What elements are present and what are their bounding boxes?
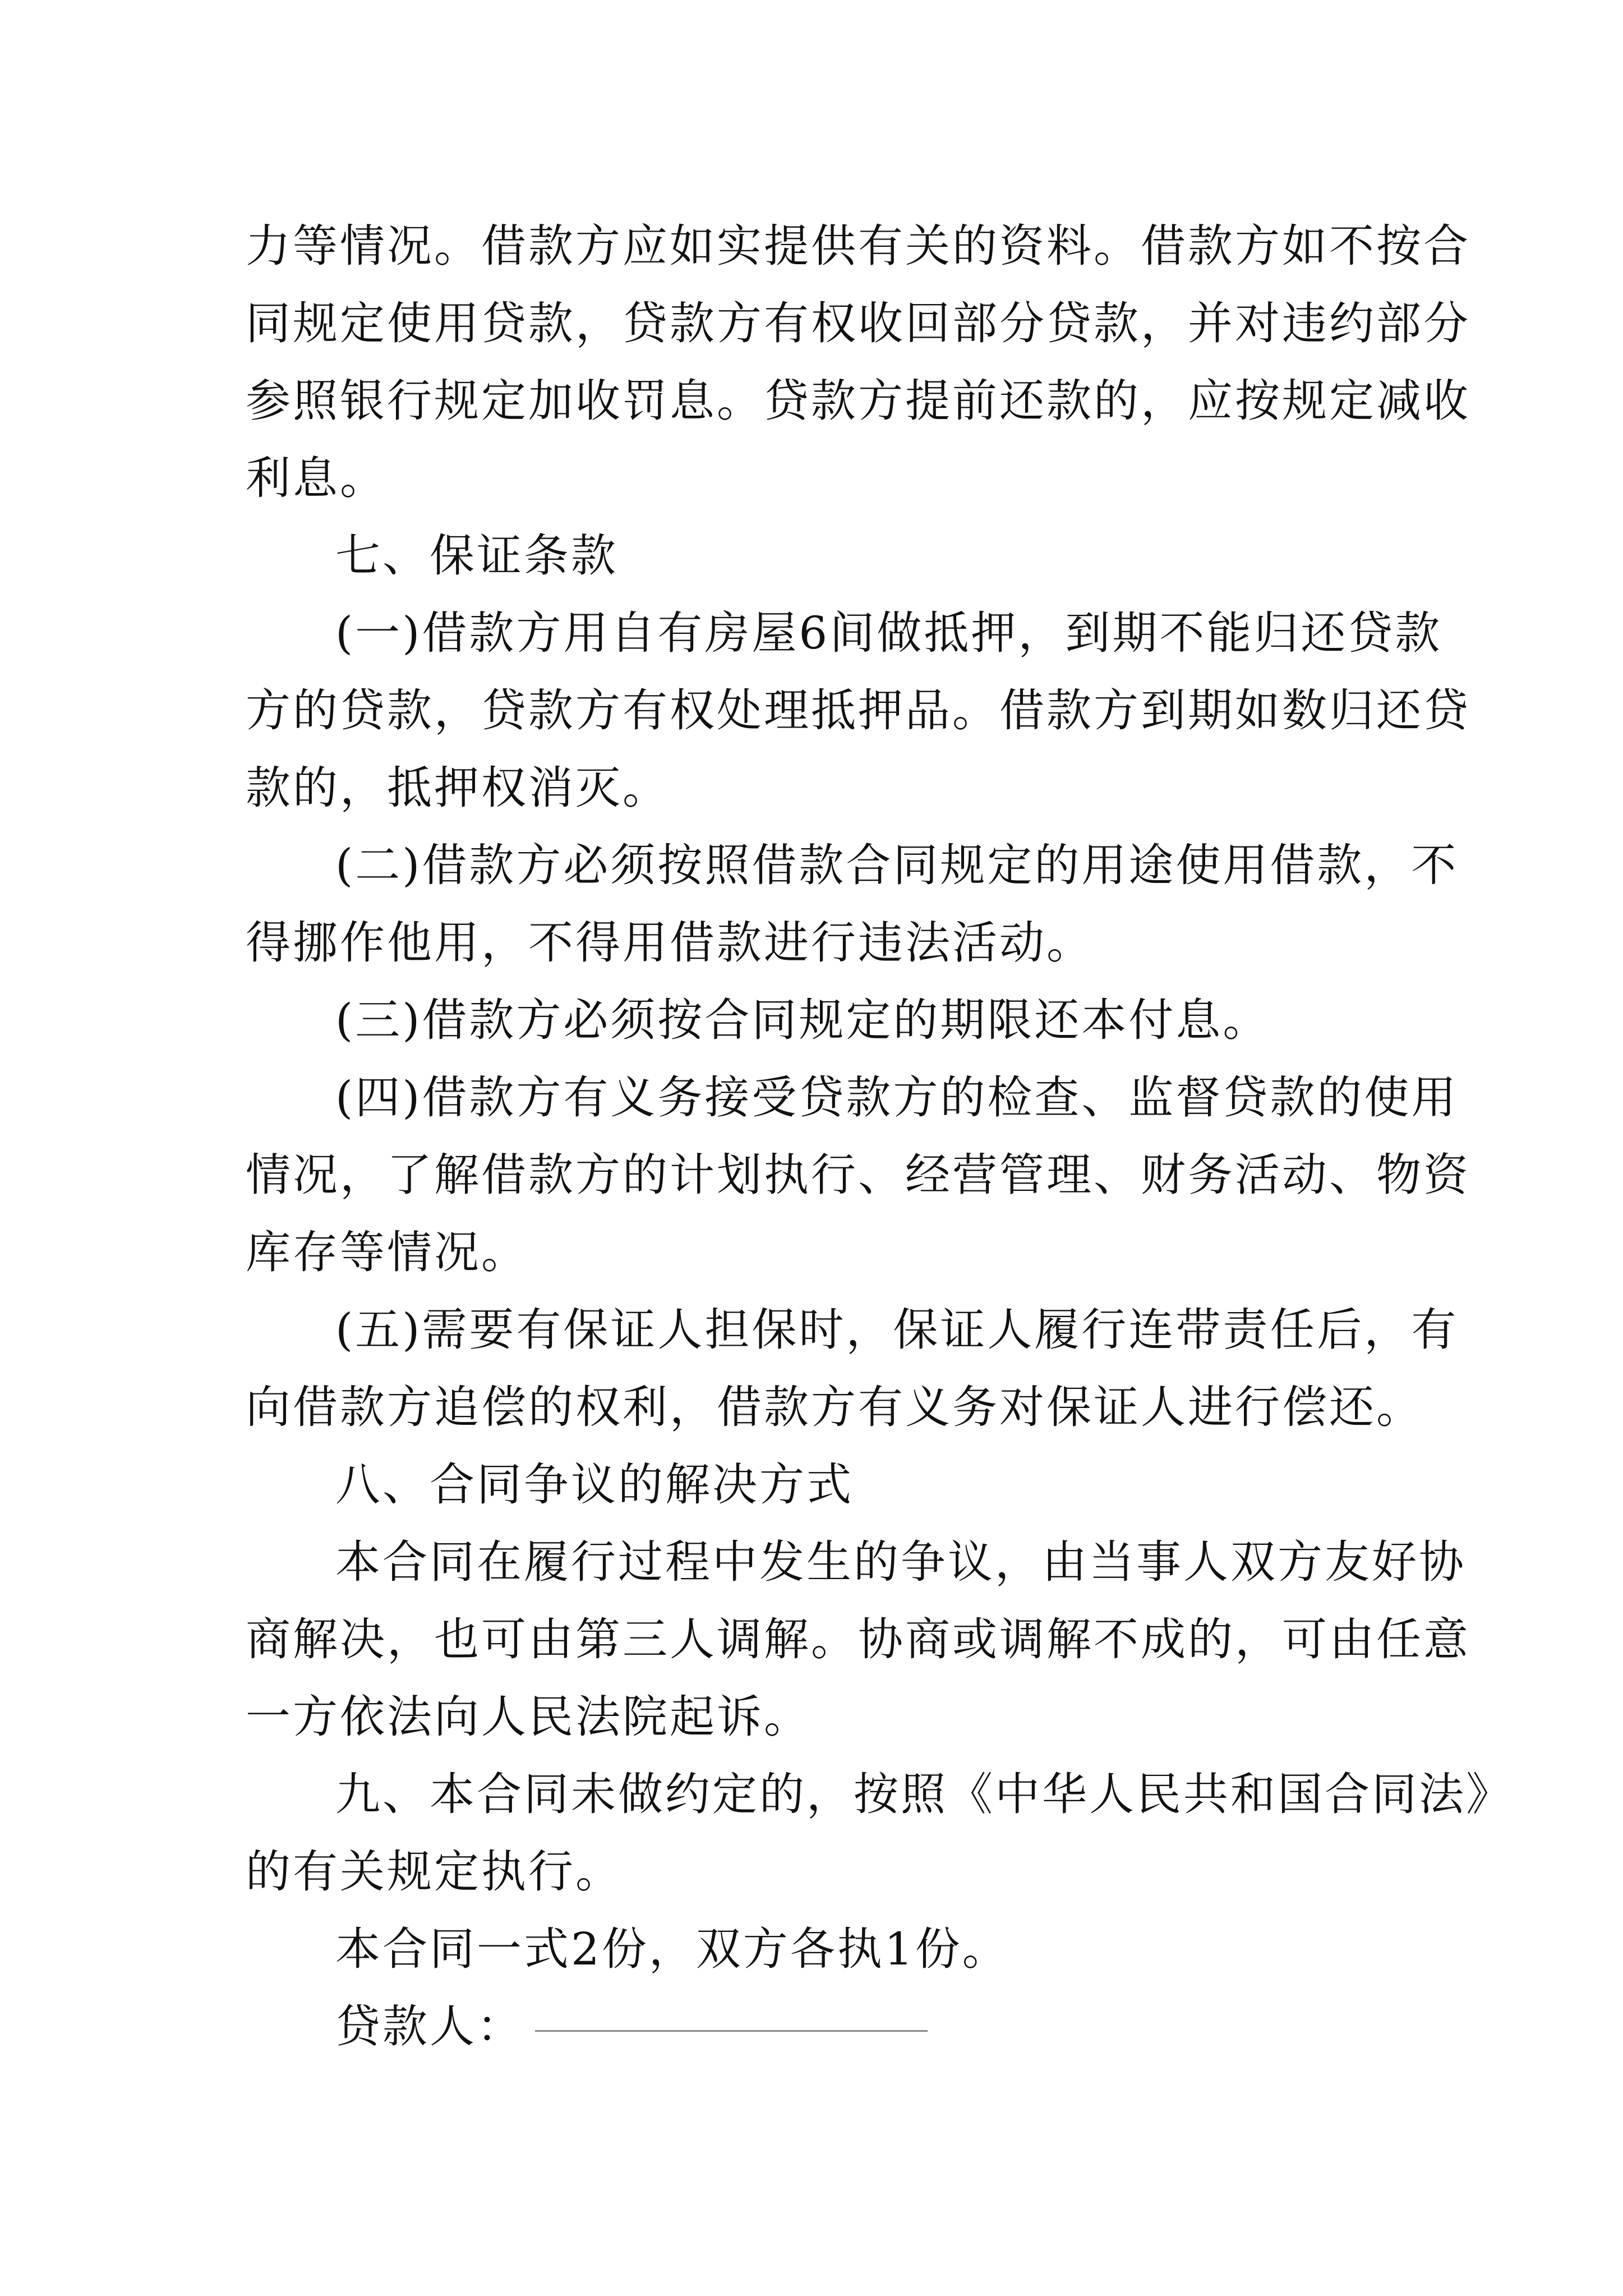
paragraph-line: 同规定使用贷款，贷款方有权收回部分贷款，并对违约部分 <box>246 297 1470 349</box>
paragraph-line: (三)借款方必须按合同规定的期限还本付息。 <box>335 994 1270 1046</box>
paragraph-line: (四)借款方有义务接受贷款方的检查、监督贷款的使用 <box>335 1071 1459 1124</box>
paragraph-line: 的有关规定执行。 <box>246 1846 623 1898</box>
paragraph-line: (二)借款方必须按照借款合同规定的用途使用借款，不 <box>335 839 1459 891</box>
paragraph-line: 本合同一式2份，双方各执1份。 <box>335 1923 1009 1975</box>
paragraph-line: 库存等情况。 <box>246 1226 528 1278</box>
section-heading-dispute: 八、合同争议的解决方式 <box>335 1458 854 1511</box>
paragraph-line: 力等情况。借款方应如实提供有关的资料。借款方如不按合 <box>246 220 1470 272</box>
paragraph-line: 向借款方追偿的权利，借款方有义务对保证人进行偿还。 <box>246 1381 1423 1433</box>
paragraph-line: 九、本合同未做约定的，按照《中华人民共和国合同法》 <box>335 1768 1513 1820</box>
paragraph-line: 情况，了解借款方的计划执行、经营管理、财务活动、物资 <box>246 1149 1470 1201</box>
signature-blank-line <box>535 2030 928 2032</box>
paragraph-line: 得挪作他用，不得用借款进行违法活动。 <box>246 917 1094 969</box>
paragraph-line: 方的贷款，贷款方有权处理抵押品。借款方到期如数归还贷 <box>246 684 1470 737</box>
paragraph-line: 商解决，也可由第三人调解。协商或调解不成的，可由任意 <box>246 1613 1470 1665</box>
paragraph-line: 一方依法向人民法院起诉。 <box>246 1691 811 1743</box>
paragraph-line: 款的，抵押权消灭。 <box>246 762 670 814</box>
paragraph-line: (一)借款方用自有房屋6间做抵押，到期不能归还贷款 <box>335 607 1442 659</box>
paragraph-line: 利息。 <box>246 452 387 504</box>
signature-label: 贷款人： <box>335 2000 524 2053</box>
paragraph-line: 参照银行规定加收罚息。贷款方提前还款的，应按规定减收 <box>246 375 1470 427</box>
section-heading-guarantee: 七、保证条款 <box>335 530 618 582</box>
signature-row <box>246 1988 1390 2065</box>
paragraph-line: (五)需要有保证人担保时，保证人履行连带责任后，有 <box>335 1304 1459 1356</box>
paragraph-line: 本合同在履行过程中发生的争议，由当事人双方友好协 <box>335 1536 1466 1588</box>
contract-body <box>246 208 1513 2065</box>
